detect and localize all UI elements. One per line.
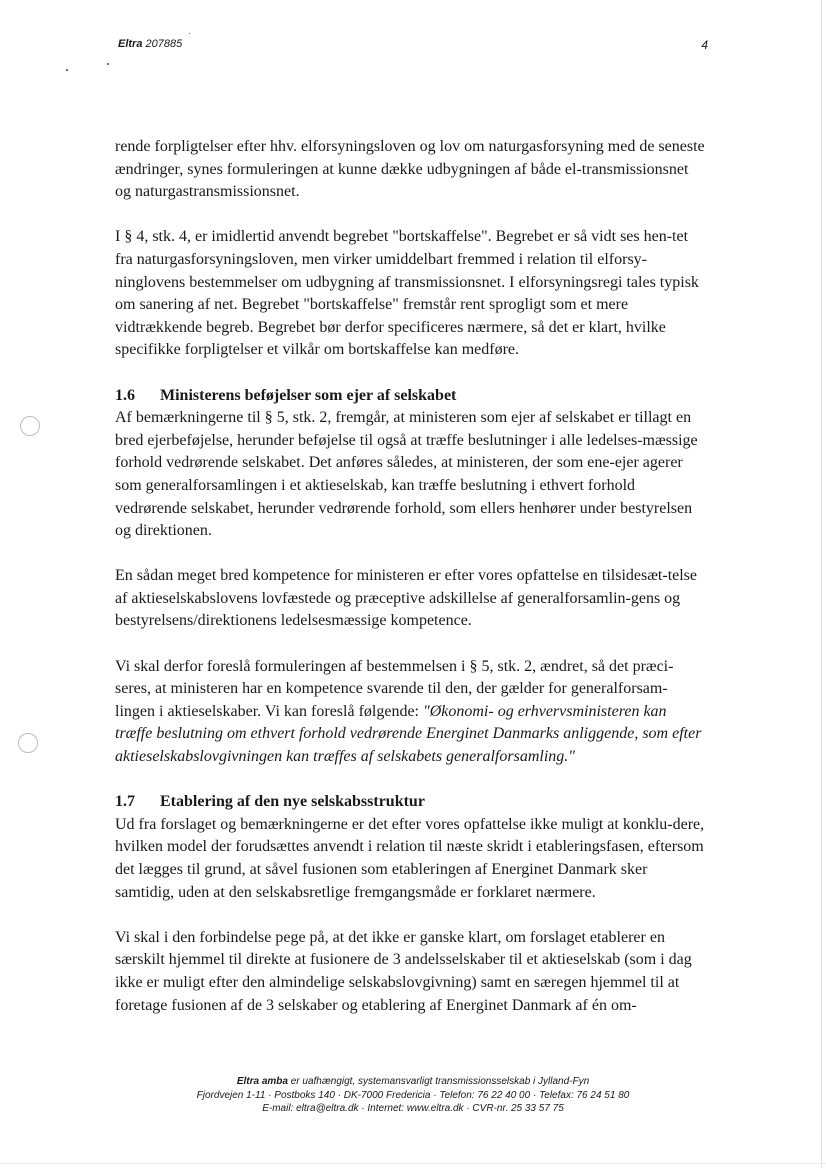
footer-address: Fjordvejen 1-11 · Postboks 140 · DK-7000 Fredericia · Telefon: 76 22 40 00 · Telefax: 76 24 51 80 bbox=[196, 1089, 630, 1101]
company-name: Eltra bbox=[118, 38, 143, 50]
section-heading bbox=[115, 791, 705, 814]
punch-hole-mark bbox=[20, 416, 40, 436]
scan-speck bbox=[66, 69, 68, 71]
paragraph-text: Vi skal derfor foreslå formuleringen af bestemmelsen i § 5, stk. 2, ændret, så det præci-seres, at ministeren har en kompetence svarende til den, der gælder for generalforsam-lingen i aktieselskaber. Vi kan foreslå følgende: bbox=[115, 657, 674, 720]
section-number: 1.6 bbox=[115, 386, 135, 404]
punch-hole-mark bbox=[18, 733, 38, 753]
document-number: 207885 bbox=[145, 38, 183, 50]
scan-speck bbox=[189, 33, 190, 34]
document-body bbox=[115, 136, 705, 1040]
footer-company: Eltra amba bbox=[236, 1076, 288, 1087]
document-reference bbox=[118, 38, 182, 50]
paragraph: Vi skal i den forbindelse pege på, at det ikke er ganske klart, om forslaget etablerer en særskilt hjemmel til direkte at fusionere de 3 andelsselskaber til et aktieselskab (som i dag ikke er muligt efter den almindelige selskabslovgivning) samt en særegen hjemmel til at foretage fusionen af de 3 selskaber og etablering af Energinet Danmark af én om- bbox=[115, 928, 692, 1014]
paragraph: I § 4, stk. 4, er imidlertid anvendt begrebet "bortskaffelse". Begrebet er så vidt ses hen-tet fra naturgasforsyningsloven, men virker umiddelbart fremmed i relation til elforsy-ninglovens bestemmelser om udbygning af transmissionsnet. I elforsyningsregi tales typisk om sanering af net. Begrebet "bortskaffelse" fremstår rent sprogligt som et mere vidtrækkende begreb. Begrebet bør derfor specificeres nærmere, så det er klart, hvilke specifikke forpligtelser et vilkår om bortskaffelse kan medføre. bbox=[115, 228, 699, 359]
footer-description: er uafhængigt, systemansvarligt transmissionsselskab i Jylland-Fyn bbox=[287, 1076, 590, 1087]
paragraph: Ud fra forslaget og bemærkningerne er det efter vores opfattelse ikke muligt at konklu-dere, hvilken model der forudsættes anvendt i relation til næste skridt i etableringsfasen, eftersom det lægges til grund, at såvel fusionen som etableringen af Energinet Danmark sker samtidig, uden at den selskabsretlige fremgangsmåde er forklaret nærmere. bbox=[115, 815, 705, 901]
paragraph bbox=[115, 656, 705, 769]
paragraph: rende forpligtelser efter hhv. elforsyningsloven og lov om naturgasforsyning med de seneste ændringer, synes formuleringen at kunne dække udbygningen af både el-transmissionsnet og naturgastransmissionsnet. bbox=[115, 138, 705, 201]
scan-edge-line bbox=[821, 0, 822, 1168]
proposed-wording-quote: "Økonomi- og erhvervsministeren kan træffe beslutning om ethvert forhold vedrørende Energinet Danmarks anliggende, som efter aktieselskabslovgivningen kan træffes af selskabets generalforsamling." bbox=[115, 702, 702, 766]
scan-speck bbox=[107, 63, 109, 65]
section-number: 1.7 bbox=[115, 793, 135, 811]
footer-line bbox=[118, 1075, 708, 1089]
section-title: Etablering af den nye selskabsstruktur bbox=[160, 793, 425, 811]
footer-contact: E-mail: eltra@eltra.dk · Internet: www.eltra.dk · CVR-nr. 25 33 57 75 bbox=[262, 1103, 564, 1114]
paragraph: Af bemærkningerne til § 5, stk. 2, fremgår, at ministeren som ejer af selskabet er tillagt en bred ejerbeføjelse, herunder beføjelse til også at træffe beslutninger i alle ledelses-mæssige forhold vedrørende selskabet. Det anføres således, at ministeren, der som ene-ejer agerer som generalforsamlingen i et aktieselskab, kan træffe beslutning i ethvert forhold vedrørende selskabet, herunder vedrørende forhold, som ellers henhører under bestyrelsen og direktionen. bbox=[115, 409, 698, 540]
page-header bbox=[118, 38, 708, 56]
paragraph: En sådan meget bred kompetence for ministeren er efter vores opfattelse en tilsidesæt-telse af aktieselskabslovens lovfæstede og præceptive adskillelse af generalforsamlin-gens og bestyrelsens/direktionens ledelsesmæssige kompetence. bbox=[115, 567, 698, 630]
section-title: Ministerens beføjelser som ejer af selskabet bbox=[160, 386, 457, 404]
page-number: 4 bbox=[701, 38, 708, 52]
scan-edge-line bbox=[0, 1163, 826, 1164]
page-footer bbox=[118, 1075, 708, 1116]
section-heading bbox=[115, 385, 705, 408]
